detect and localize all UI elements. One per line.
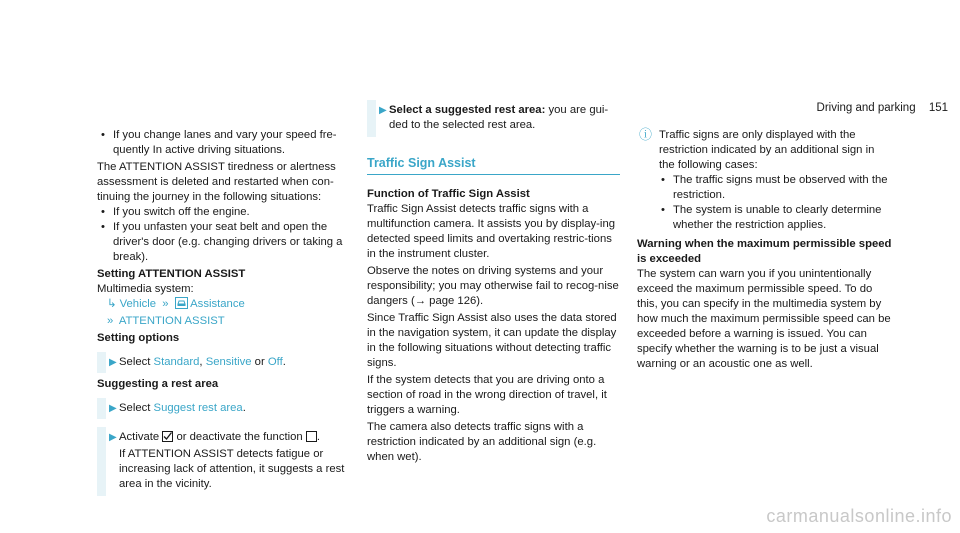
step-suggest: ▶ Select Suggest rest area. bbox=[97, 398, 349, 419]
options-heading: Setting options bbox=[97, 332, 180, 344]
rest-heading: Suggesting a rest area bbox=[97, 378, 219, 390]
footer-watermark: carmanualsonline.info bbox=[766, 506, 952, 526]
checkbox-checked-icon bbox=[162, 431, 173, 447]
paragraph: Observe the notes on driving systems and your responsibility; you may otherwise fail to recog-nise dangers (→ page 126). bbox=[367, 265, 619, 307]
option-suggest-rest-area[interactable]: Suggest rest area bbox=[153, 402, 243, 414]
option-standard[interactable]: Standard bbox=[153, 356, 200, 368]
list-item: • The traffic signs must be observed with the restriction. bbox=[659, 173, 892, 203]
paragraph: Since Traffic Sign Assist also uses the data stored in the navigation system, it can update the display in the following situations without detecting traffic signs. bbox=[367, 312, 617, 369]
play-arrow-icon: ▶ bbox=[109, 357, 117, 368]
info-icon: ⓘ bbox=[639, 127, 653, 142]
double-chevron-icon: » bbox=[162, 298, 169, 310]
step-select-rest-area: ▶ Select a suggested rest area: you are gui-ded to the selected rest area. bbox=[367, 100, 620, 137]
path-vehicle[interactable]: Vehicle bbox=[119, 298, 157, 310]
option-off[interactable]: Off bbox=[267, 356, 283, 368]
menu-path-2 bbox=[97, 314, 349, 329]
section-title: Traffic Sign Assist bbox=[367, 155, 620, 175]
step-activate: ▶ Activate or deactivate the function . If ATTENTION ASSIST detects fatigue or increasing lack of attention, it suggests a rest area in the vicinity. bbox=[97, 427, 349, 496]
play-arrow-icon: ▶ bbox=[379, 105, 387, 116]
play-arrow-icon: ▶ bbox=[109, 403, 117, 414]
paragraph: The ATTENTION ASSIST tiredness or alertness assessment is deleted and restarted when con-tinuing the journey in the following situations: bbox=[97, 161, 336, 203]
column-1 bbox=[97, 128, 349, 496]
list-item: • If you switch off the engine. bbox=[99, 205, 349, 220]
bullet-list bbox=[97, 205, 349, 265]
car-icon bbox=[175, 297, 188, 314]
paragraph: If the system detects that you are driving onto a section of road in the wrong direction of travel, it triggers a warning. bbox=[367, 374, 607, 416]
paragraph: The camera also detects traffic signs with a restriction indicated by an additional sign (e.g. when wet). bbox=[367, 421, 597, 463]
option-sensitive[interactable]: Sensitive bbox=[205, 356, 252, 368]
play-arrow-icon: ▶ bbox=[109, 432, 117, 443]
page-header bbox=[817, 102, 948, 114]
multimedia-label: Multimedia system: bbox=[97, 283, 194, 295]
path-attention-assist[interactable]: ATTENTION ASSIST bbox=[118, 315, 225, 327]
function-heading: Function of Traffic Sign Assist bbox=[367, 188, 530, 200]
paragraph: The system can warn you if you unintentionally exceed the maximum permissible speed. To do this, you can specify in the multimedia system by how much the maximum permissible speed can be exceeded before a warning is issued. You can specify whether the warning is to be just a visual warning or an acoustic one as well. bbox=[637, 268, 891, 370]
double-chevron-icon: » bbox=[107, 315, 114, 327]
paragraph: Traffic Sign Assist detects traffic signs with a multifunction camera. It assists you by display-ing detected speed limits and overtaking restric-tions in the instrument cluster. bbox=[367, 203, 616, 260]
warning-heading: Warning when the maximum permissible speed is exceeded bbox=[637, 238, 892, 265]
menu-path bbox=[97, 297, 349, 314]
note: ⓘ Traffic signs are only displayed with the restriction indicated by an additional sign in the following cases: bbox=[639, 127, 875, 171]
bullet-list bbox=[637, 173, 892, 233]
list-item: • If you change lanes and vary your speed fre-quently In active driving situations. bbox=[99, 128, 349, 158]
column-2 bbox=[367, 100, 620, 465]
page-number: 151 bbox=[928, 102, 948, 114]
checkbox-empty-icon bbox=[306, 431, 317, 447]
activate-detail: If ATTENTION ASSIST detects fatigue or increasing lack of attention, it suggests a rest area in the vicinity. bbox=[119, 448, 345, 490]
list-item: • If you unfasten your seat belt and open the driver's door (e.g. changing drivers or taking a break). bbox=[99, 220, 349, 265]
setting-heading: Setting ATTENTION ASSIST bbox=[97, 268, 246, 280]
path-assistance[interactable]: Assistance bbox=[190, 298, 245, 310]
header-section: Driving and parking bbox=[816, 102, 916, 114]
column-3 bbox=[637, 128, 892, 372]
return-arrow-icon: ↳ bbox=[107, 298, 117, 310]
step-select-option: ▶ Select Standard, Sensitive or Off. bbox=[97, 352, 349, 373]
list-item: • The system is unable to clearly determine whether the restriction applies. bbox=[659, 203, 892, 233]
